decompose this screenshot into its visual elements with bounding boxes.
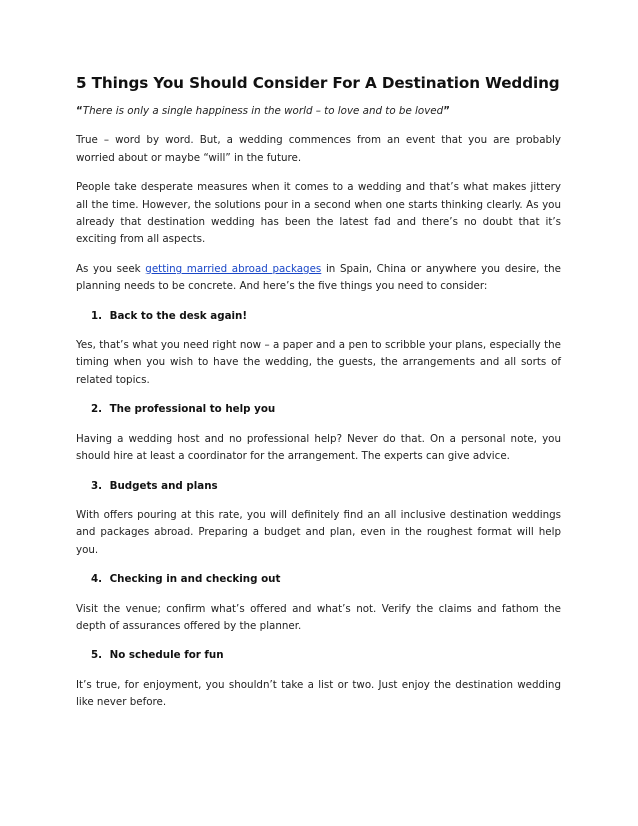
section-number-5: 5. xyxy=(91,649,103,662)
quote-close-mark: ” xyxy=(443,105,450,117)
quote-text: There is only a single happiness in the world – to love and to be loved xyxy=(82,105,444,117)
section-heading-3 xyxy=(76,478,561,495)
section-body-1: Yes, that’s what you need right now – a paper and a pen to scribble your plans, especially the timing when you wish to have the wedding, the guests, the arrangements and all sorts of related topics. xyxy=(76,339,561,386)
section-heading-text-5: No schedule for fun xyxy=(109,649,224,662)
quote-open-mark: “ xyxy=(76,105,83,117)
section-heading-1 xyxy=(76,308,561,325)
section-heading-text-2: The professional to help you xyxy=(109,403,276,416)
section-body-2: Having a wedding host and no professional help? Never do that. On a personal note, you should hire at least a coordinator for the arrangement. The experts can give advice. xyxy=(76,432,561,463)
packages-text-before: As you seek xyxy=(76,262,146,275)
opening-quote xyxy=(76,103,561,120)
section-number-1: 1. xyxy=(91,309,103,322)
section-heading-text-1: Back to the desk again! xyxy=(109,309,248,322)
section-number-4: 4. xyxy=(91,573,103,586)
intro-paragraph-1: True – word by word. But, a wedding commences from an event that you are probably worried about or maybe “will” in the future. xyxy=(76,134,561,164)
document-title: 5 Things You Should Consider For A Destination Wedding xyxy=(76,74,560,92)
section-body-4: Visit the venue; confirm what’s offered and what’s not. Verify the claims and fathom the depth of assurances offered by the planner. xyxy=(76,602,561,632)
section-heading-text-4: Checking in and checking out xyxy=(109,573,281,586)
packages-text-after: in Spain, China or anywhere you desire, the planning needs to be concrete. And here’s the five things you need to consider: xyxy=(76,262,561,293)
section-number-3: 3. xyxy=(91,479,103,492)
section-body-5: It’s true, for enjoyment, you shouldn’t take a list or two. Just enjoy the destination wedding like never before. xyxy=(76,678,561,709)
section-heading-text-3: Budgets and plans xyxy=(109,479,218,492)
section-body-3: With offers pouring at this rate, you will definitely find an all inclusive destination weddings and packages abroad. Preparing a budget and plan, even in the roughest format will help you. xyxy=(76,508,561,556)
section-heading-2 xyxy=(76,401,561,418)
intro-paragraph-2: People take desperate measures when it comes to a wedding and that’s what makes jittery all the time. However, the solutions pour in a second when one starts thinking clearly. As you already that destination wedding has been the latest fad and there’s no doubt that it’s exciting from all aspects. xyxy=(76,181,561,246)
section-number-2: 2. xyxy=(91,403,103,416)
section-heading-5 xyxy=(76,647,561,664)
section-heading-4 xyxy=(76,571,561,588)
packages-paragraph xyxy=(76,261,561,296)
getting-married-abroad-link[interactable]: getting married abroad packages xyxy=(145,262,322,275)
